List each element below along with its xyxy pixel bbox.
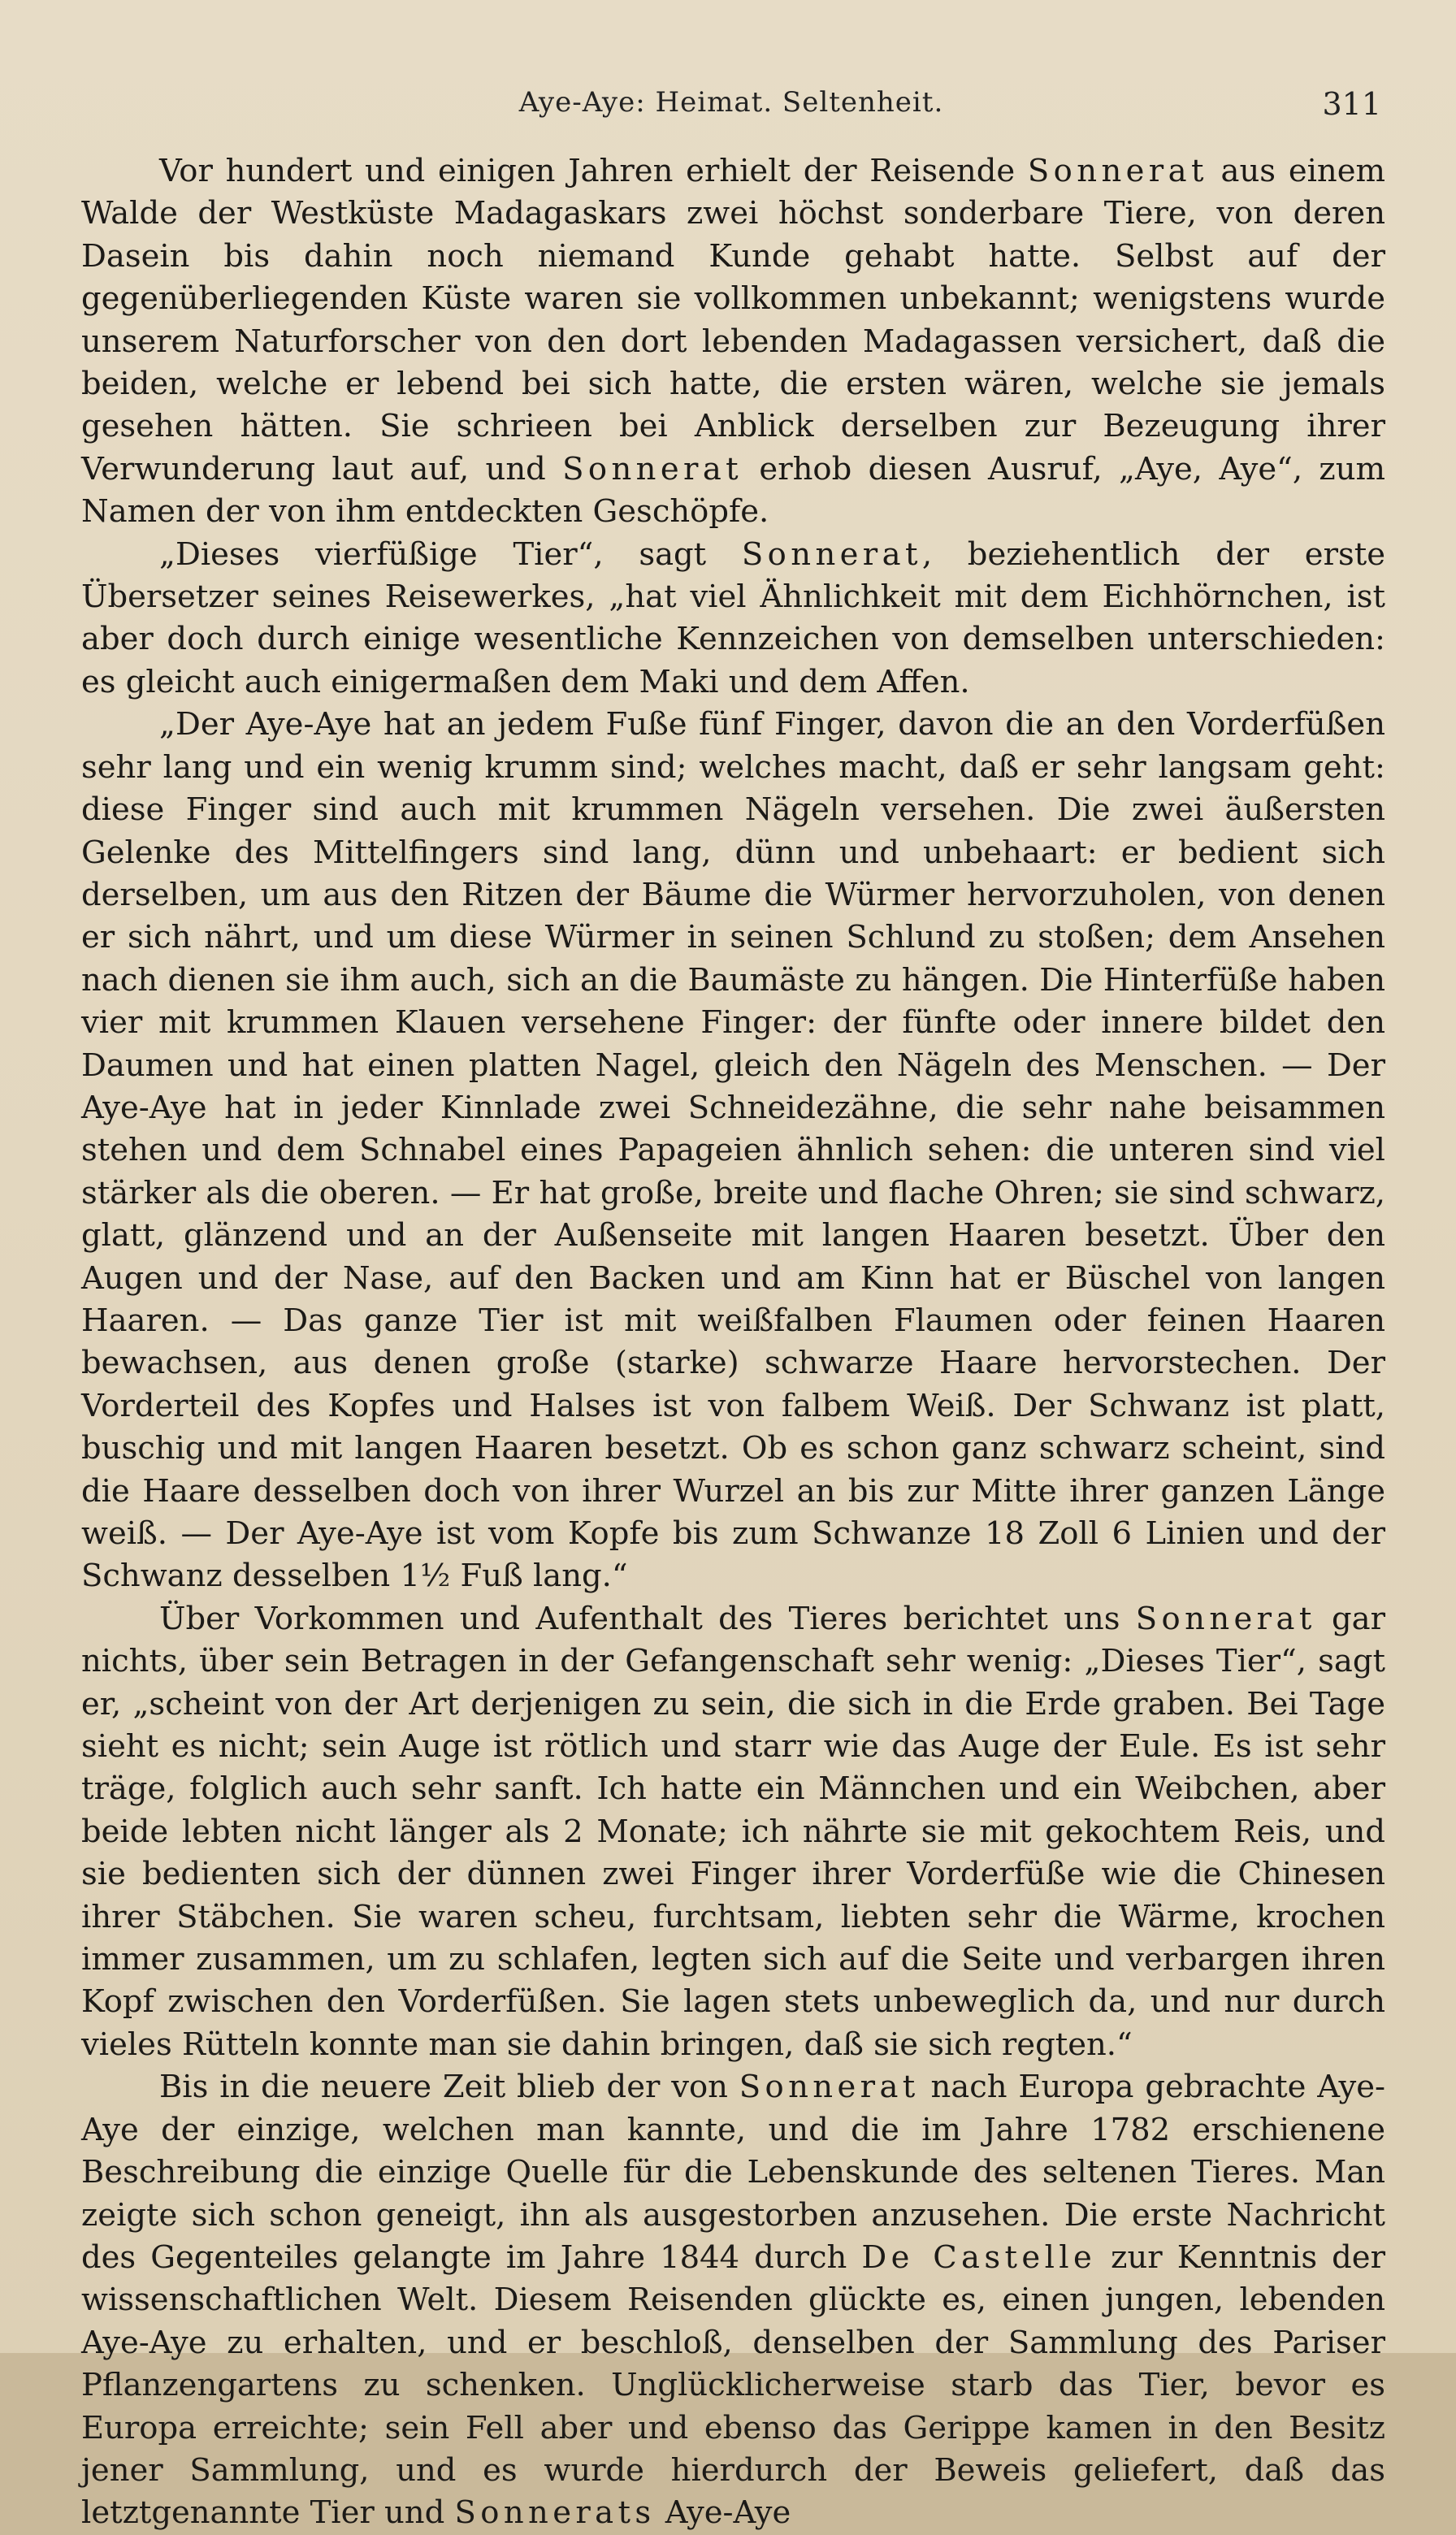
running-head	[81, 86, 1381, 135]
paragraph-5	[81, 2066, 1385, 2534]
paragraph-3	[81, 704, 1385, 1598]
paragraph-2	[81, 534, 1385, 704]
text-run: Bis in die neuere Zeit blieb der von	[159, 2069, 739, 2106]
spaced-name: De Castelle	[861, 2238, 1097, 2276]
spaced-name: Sonnerat	[1027, 153, 1208, 189]
spaced-name: Sonnerat	[741, 535, 922, 573]
text-run: aus einem Walde der Westküste Madagaskars zwei höchst sonderbare Tiere, von deren Dasein bis dahin noch niemand Kunde gehabt hatte. Selbst auf der gegenüberliegenden Küste waren sie vollkommen unbekannt; wenigstens wurde unserem Naturforscher von den dort lebenden Madagassen versichert, daß die beiden, welche er lebend bei sich hatte, die ersten wären, welche sie jemals gesehen hätten. Sie schrieen bei Anblick derselben zur Bezeugung ihrer Verwunderung laut auf, und	[81, 153, 1385, 488]
spaced-name: Sonnerat	[1135, 1600, 1316, 1637]
text-run: , beziehentlich der erste Übersetzer seines Reisewerkes, „hat viel Ähnlichkeit mit dem Eichhörnchen, ist aber doch durch einige wesentliche Kennzeichen von demselben unterschieden: es gleicht auch einigermaßen dem Maki und dem Affen.	[81, 535, 1385, 700]
spaced-name: Sonnerat	[739, 2069, 920, 2106]
text-run: „Der Aye-Aye hat an jedem Fuße fünf Finger, davon die an den Vorderfüßen sehr lang und ein wenig krumm sind; welches macht, daß er sehr langsam geht: diese Finger sind auch mit krummen Nägeln versehen. Die zwei äußersten Gelenke des Mittelfingers sind lang, dünn und unbehaart: er bedient sich derselben, um aus den Ritzen der Bäume die Würmer hervorzuholen, von denen er sich nährt, und um diese Würmer in seinen Schlund zu stoßen; dem Ansehen nach dienen sie ihm auch, sich an die Baumäste zu hängen. Die Hinterfüße haben vier mit krummen Klauen versehene Finger: der fünfte oder innere bildet den Daumen und hat einen platten Nagel, gleich den Nägeln des Menschen. — Der Aye-Aye hat in jeder Kinnlade zwei Schneidezähne, die sehr nahe beisammen stehen und dem Schnabel eines Papageien ähnlich sehen: die unteren sind viel stärker als die oberen. — Er hat große, breite und flache Ohren; sie sind schwarz, glatt, glänzend und an der Außenseite mit langen Haaren besetzt. Über den Augen und der Nase, auf den Backen und am Kinn hat er Büschel von langen Haaren. — Das ganze Tier ist mit weißfalben Flaumen oder feinen Haaren bewachsen, aus denen große (starke) schwarze Haare hervorstechen. Der Vorderteil des Kopfes und Halses ist von falbem Weiß. Der Schwanz ist platt, buschig und mit langen Haaren besetzt. Ob es schon ganz schwarz scheint, sind die Haare desselben doch von ihrer Wurzel an bis zur Mitte ihrer ganzen Länge weiß. — Der Aye-Aye ist vom Kopfe bis zum Schwanze 18 Zoll 6 Linien und der Schwanz desselben 1½ Fuß lang.“	[81, 706, 1385, 1595]
text-run: nach Europa gebrachte Aye-Aye der einzige, welchen man kannte, und die im Jahre 1782 erschienene Beschreibung die einzige Quelle für die Lebenskunde des seltenen Tieres. Man zeigte sich schon geneigt, ihn als ausgestorben anzusehen. Die erste Nachricht des Gegenteiles gelangte im Jahre 1844 durch	[81, 2069, 1385, 2276]
text-run: „Dieses vierfüßige Tier“, sagt	[159, 535, 742, 573]
running-title: Aye-Aye: Heimat. Seltenheit.	[518, 86, 944, 119]
page-number: 311	[1322, 86, 1381, 122]
spaced-name: Sonnerat	[562, 450, 743, 488]
paragraph-4	[81, 1598, 1385, 2066]
paragraph-1	[81, 150, 1385, 534]
spaced-name: Sonnerats	[454, 2494, 656, 2532]
text-run: zur Kenntnis der wissenschaftlichen Welt. Diesem Reisenden glückte es, einen jungen, lebenden Aye-Aye zu erhalten, und er beschloß, denselben der Sammlung des Pariser Pflanzengartens zu schenken. Unglücklicherweise starb das Tier, bevor es Europa erreichte; sein Fell aber und ebenso das Gerippe kamen in den Besitz jener Sammlung, und es wurde hierdurch der Beweis geliefert, daß das letztgenannte Tier und	[81, 2238, 1385, 2532]
text-run: gar nichts, über sein Betragen in der Gefangenschaft sehr wenig: „Dieses Tier“, sagt er, „scheint von der Art derjenigen zu sein, die sich in die Erde graben. Bei Tage sieht es nicht; sein Auge ist rötlich und starr wie das Auge der Eule. Es ist sehr träge, folglich auch sehr sanft. Ich hatte ein Männchen und ein Weibchen, aber beide lebten nicht länger als 2 Monate; ich nährte sie mit gekochtem Reis, und sie bedienten sich der dünnen zwei Finger ihrer Vorderfüße wie die Chinesen ihrer Stäbchen. Sie waren scheu, furchtsam, liebten sehr die Wärme, krochen immer zusammen, um zu schlafen, legten sich auf die Seite und verbargen ihren Kopf zwischen den Vorderfüßen. Sie lagen stets unbeweglich da, und nur durch vieles Rütteln konnte man sie dahin bringen, daß sie sich regten.“	[81, 1600, 1385, 2063]
text-run: Vor hundert und einigen Jahren erhielt der Reisende	[159, 153, 1028, 189]
text-run: erhob diesen Ausruf, „Aye, Aye“, zum Namen der von ihm entdeckten Geschöpfe.	[81, 450, 1386, 531]
text-run: Über Vorkommen und Aufenthalt des Tieres berichtet uns	[159, 1600, 1136, 1637]
text-run: Aye-Aye	[655, 2494, 791, 2532]
body-text	[81, 150, 1385, 2535]
